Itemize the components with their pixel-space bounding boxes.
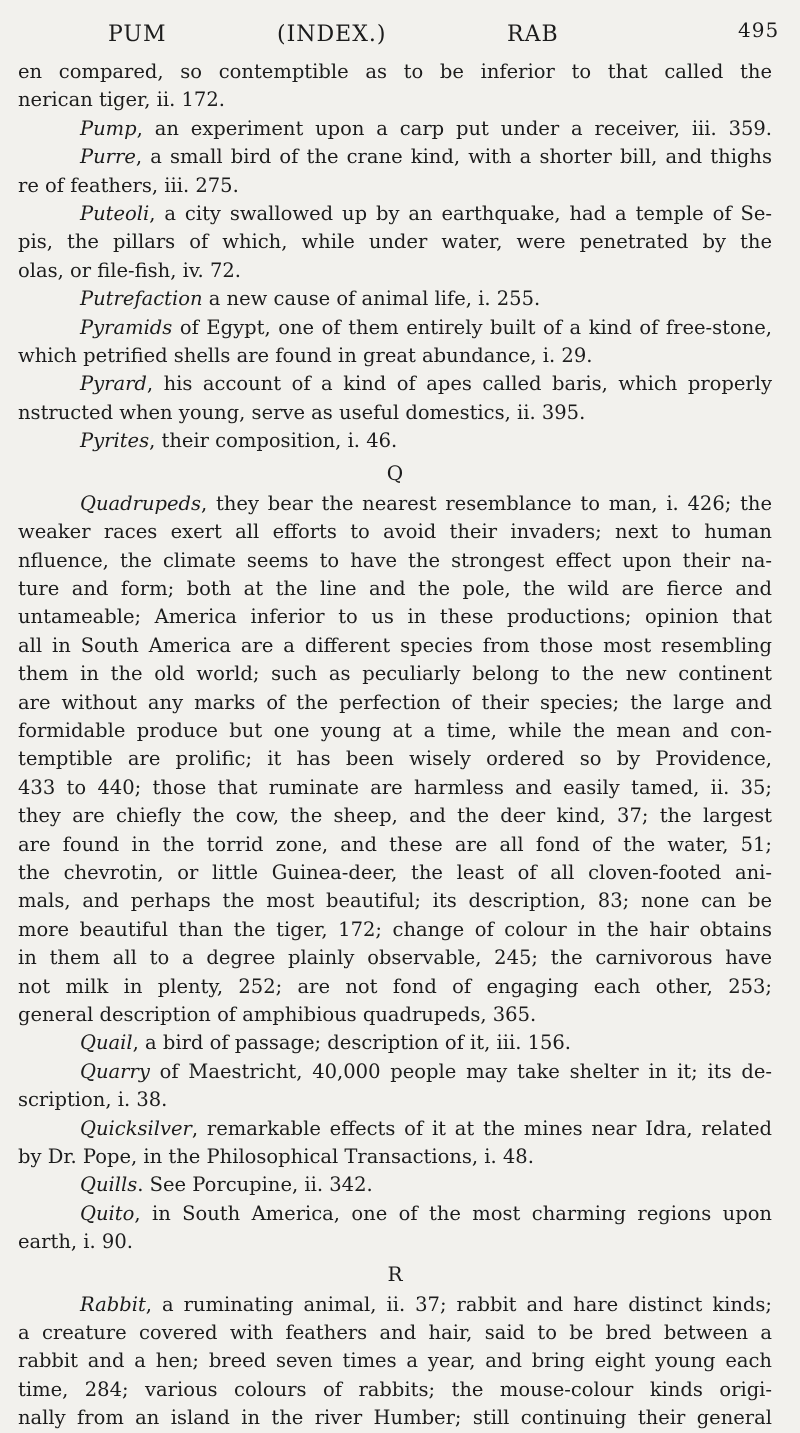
index-line: Pump, an experiment upon a carp put under a receiver, iii. 359. — [80, 116, 772, 140]
index-line: temptible are prolific; it has been wisely ordered so by Providence, — [18, 747, 772, 771]
index-line: weaker races exert all efforts to avoid their invaders; next to human — [18, 520, 772, 544]
index-line: scription, i. 38. — [18, 1088, 168, 1112]
running-head-right: RAB — [507, 22, 559, 47]
index-line: Pyramids of Egypt, one of them entirely built of a kind of free-stone, — [80, 315, 772, 339]
section-heading-q: Q — [386, 460, 404, 485]
index-line: a creature covered with feathers and hair, said to be bred between a — [18, 1321, 772, 1345]
index-line: Quarry of Maestricht, 40,000 people may take shelter in it; its de- — [80, 1059, 772, 1083]
index-line: nstructed when young, serve as useful domestics, ii. 395. — [18, 400, 586, 424]
index-line: nally from an island in the river Humber; still continuing their general — [18, 1406, 772, 1430]
running-head — [0, 14, 800, 54]
index-line: Quail, a bird of passage; description of it, iii. 156. — [80, 1031, 572, 1055]
index-line: formidable produce but one young at a time, while the mean and con- — [18, 718, 772, 742]
index-line: Quills. See Porcupine, ii. 342. — [80, 1173, 373, 1197]
index-line: earth, i. 90. — [18, 1230, 133, 1254]
index-entries-p — [18, 58, 772, 456]
index-line: time, 284; various colours of rabbits; the mouse-colour kinds origi- — [18, 1377, 772, 1401]
index-line: they are chiefly the cow, the sheep, and the deer kind, 37; the largest — [18, 804, 772, 828]
index-line: general description of amphibious quadrupeds, 365. — [18, 1003, 537, 1026]
index-line: Pyrites, their composition, i. 46. — [80, 429, 398, 453]
index-line: the chevrotin, or little Guinea-deer, the least of all cloven-footed ani- — [18, 860, 772, 884]
index-line: more beautiful than the tiger, 172; change of colour in the hair obtains — [18, 917, 772, 941]
index-line: Quicksilver, remarkable effects of it at the mines near Idra, related — [80, 1116, 772, 1140]
index-line: olas, or file-fish, iv. 72. — [18, 258, 241, 282]
index-line: all in South America are a different species from those most resembling — [18, 633, 772, 657]
running-head-center: (INDEX.) — [277, 22, 387, 47]
index-body — [18, 58, 772, 1433]
section-heading-r: R — [387, 1261, 403, 1286]
index-line: en compared, so contemptible as to be inferior to that called the — [18, 60, 772, 83]
index-line: Purre, a small bird of the crane kind, with a shorter bill, and thighs — [80, 145, 772, 169]
index-line: rabbit and a hen; breed seven times a year, and bring eight young each — [18, 1349, 772, 1373]
index-line: by Dr. Pope, in the Philosophical Transactions, i. 48. — [18, 1145, 534, 1169]
index-line: Rabbit, a ruminating animal, ii. 37; rabbit and hare distinct kinds; — [80, 1292, 772, 1316]
index-line: Quito, in South America, one of the most charming regions upon — [80, 1201, 772, 1225]
index-line: Pyrard, his account of a kind of apes called baris, which properly — [80, 372, 772, 396]
index-line: 433 to 440; those that ruminate are harmless and easily tamed, ii. 35; — [18, 775, 772, 799]
index-line: Puteoli, a city swallowed up by an earthquake, had a temple of Se- — [80, 202, 772, 226]
index-line: re of feathers, iii. 275. — [18, 173, 239, 197]
running-head-left: PUM — [108, 22, 167, 47]
index-line: which petrified shells are found in great abundance, i. 29. — [18, 344, 593, 368]
index-line: ture and form; both at the line and the pole, the wild are fierce and — [18, 576, 772, 600]
page-number: 495 — [738, 18, 780, 42]
index-line: are without any marks of the perfection of their species; the large and — [18, 690, 772, 714]
index-line: untameable; America inferior to us in these productions; opinion that — [18, 605, 772, 629]
index-entries-q — [18, 490, 772, 1257]
index-line: in them all to a degree plainly observable, 245; the carnivorous have — [18, 946, 772, 970]
index-line: mals, and perhaps the most beautiful; its description, 83; none can be — [18, 889, 772, 913]
index-line: pis, the pillars of which, while under water, were penetrated by the — [18, 230, 772, 254]
index-line: Putrefaction a new cause of animal life, i. 255. — [80, 287, 541, 311]
index-line: them in the old world; such as peculiarly belong to the new continent — [18, 662, 772, 686]
index-entries-r — [18, 1291, 772, 1433]
index-line: not milk in plenty, 252; are not fond of engaging each other, 253; — [18, 974, 772, 998]
index-line: nfluence, the climate seems to have the strongest effect upon their na- — [18, 548, 772, 572]
index-line: Quadrupeds, they bear the nearest resemblance to man, i. 426; the — [80, 491, 772, 515]
index-line: are found in the torrid zone, and these are all fond of the water, 51; — [18, 832, 772, 856]
index-line: nerican tiger, ii. 172. — [18, 88, 225, 112]
